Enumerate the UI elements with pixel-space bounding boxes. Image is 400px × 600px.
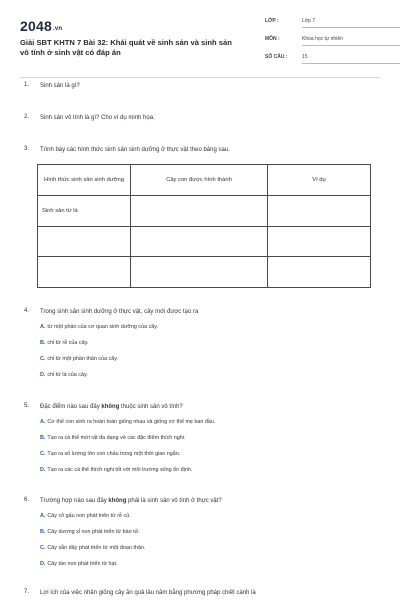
question-text: Sinh sản vô tính là gì? Cho ví dụ minh họa. bbox=[40, 115, 155, 121]
meta-label: MÔN : bbox=[265, 36, 280, 42]
question-number: 7. bbox=[24, 589, 30, 595]
option-text: Cây sắn dây phát triển từ một đoạn thân. bbox=[47, 545, 146, 551]
question-text: Trong sinh sản sinh dưỡng ở thực vật, cây mới được tạo ra bbox=[40, 309, 199, 315]
question-text-before: Đặc điểm nào sau đây bbox=[40, 404, 102, 410]
table-row bbox=[38, 195, 371, 226]
brand-name: 2048 bbox=[20, 18, 52, 34]
table-header: Cây con được hình thành bbox=[131, 165, 268, 196]
option-text: Cây cỏ gấu non phát triển từ rễ củ. bbox=[47, 513, 131, 519]
table-row bbox=[38, 226, 371, 257]
option-text: Cây táo non phát triển từ hạt. bbox=[47, 561, 118, 567]
question-number: 6. bbox=[24, 497, 30, 503]
option-text: Cây dương xỉ non phát triển từ bào tử. bbox=[47, 529, 140, 535]
question-text: Lợi ích của việc nhân giống cây ăn quả lâu năm bằng phương pháp chiết cành là bbox=[40, 590, 256, 596]
question-text-emphasis: không bbox=[101, 404, 120, 410]
table-cell bbox=[38, 257, 131, 288]
question-text: Trình bày các hình thức sinh sản sinh dưỡng ở thực vật theo bảng sau. bbox=[40, 147, 230, 153]
option-letter: D. bbox=[40, 561, 46, 567]
question-text bbox=[40, 497, 380, 506]
table-cell bbox=[131, 195, 268, 226]
option-letter: A. bbox=[40, 513, 46, 519]
option-letter: B. bbox=[40, 529, 46, 535]
meta-row-subject bbox=[265, 34, 400, 48]
option-d[interactable] bbox=[40, 371, 376, 379]
option-b[interactable] bbox=[40, 434, 376, 442]
option-letter: B. bbox=[40, 435, 46, 441]
table-cell bbox=[38, 226, 131, 257]
option-c[interactable] bbox=[40, 355, 376, 363]
option-text: Cơ thể con sinh ra hoàn toàn giống nhau và giống cơ thể mẹ ban đầu. bbox=[47, 419, 216, 425]
option-text: chỉ từ lá của cây. bbox=[47, 372, 88, 378]
vegetative-reproduction-table bbox=[37, 164, 371, 288]
meta-label: LỚP : bbox=[265, 18, 279, 24]
option-text: chỉ từ rễ của cây. bbox=[47, 340, 89, 346]
question-text bbox=[40, 403, 380, 412]
header-divider bbox=[20, 77, 380, 78]
question-text: Sinh sản là gì? bbox=[40, 83, 80, 89]
option-letter: D. bbox=[40, 467, 46, 473]
meta-row-question-count bbox=[265, 52, 400, 66]
option-letter: C. bbox=[40, 545, 46, 551]
option-letter: C. bbox=[40, 356, 46, 362]
option-c[interactable] bbox=[40, 450, 376, 458]
option-c[interactable] bbox=[40, 544, 376, 552]
option-letter: A. bbox=[40, 324, 46, 330]
question-text-emphasis: không bbox=[108, 498, 127, 504]
option-letter: A. bbox=[40, 419, 46, 425]
meta-row-grade bbox=[265, 16, 400, 30]
meta-value: Lớp 7 bbox=[302, 18, 400, 28]
table-cell: Sinh sản từ lá bbox=[38, 195, 131, 226]
question-text-after: phải là sinh sản vô tính ở thực vật? bbox=[126, 498, 222, 504]
option-letter: D. bbox=[40, 372, 46, 378]
option-text: Tạo ra cá thể mới rất đa dạng về các đặc điểm thích nghi. bbox=[47, 435, 186, 441]
option-b[interactable] bbox=[40, 528, 376, 536]
document-title: Giải SBT KHTN 7 Bài 32: Khái quát về sinh sản và sinh sản vô tính ở sinh vật có đáp án bbox=[20, 38, 232, 57]
meta-panel bbox=[265, 16, 400, 70]
brand-suffix: .vn bbox=[52, 26, 63, 32]
option-a[interactable] bbox=[40, 323, 376, 331]
option-text: chỉ từ một phần thân của cây. bbox=[47, 356, 119, 362]
table-header: Hình thức sinh sản sinh dưỡng bbox=[38, 165, 131, 196]
page-header bbox=[20, 14, 380, 76]
question-text-after: thuộc sinh sản vô tính? bbox=[119, 404, 183, 410]
table-row bbox=[38, 257, 371, 288]
option-a[interactable] bbox=[40, 418, 376, 426]
question-number: 2. bbox=[24, 114, 30, 120]
brand-logo[interactable] bbox=[20, 18, 62, 34]
option-text: từ một phần của cơ quan sinh dưỡng của cây. bbox=[47, 324, 159, 330]
table-header: Ví dụ bbox=[268, 165, 371, 196]
table-header-row bbox=[38, 165, 371, 196]
meta-value: 15 bbox=[302, 54, 400, 64]
question-number: 3. bbox=[24, 146, 30, 152]
option-a[interactable] bbox=[40, 512, 376, 520]
meta-label: SỐ CÂU : bbox=[265, 54, 288, 60]
option-letter: C. bbox=[40, 451, 46, 457]
option-letter: B. bbox=[40, 340, 46, 346]
table-cell bbox=[268, 257, 371, 288]
option-text: Tạo ra các cá thể thích nghi tốt với môi trường sống ổn định. bbox=[47, 467, 193, 473]
table-cell bbox=[131, 257, 268, 288]
question-text-before: Trường hợp nào sau đây bbox=[40, 498, 109, 504]
option-b[interactable] bbox=[40, 339, 376, 347]
meta-value: Khoa học tự nhiên bbox=[302, 36, 400, 46]
option-text: Tạo ra số lượng lớn con cháu trong một thời gian ngắn. bbox=[47, 451, 181, 457]
table-cell bbox=[268, 226, 371, 257]
question-number: 5. bbox=[24, 403, 30, 409]
table-cell bbox=[131, 226, 268, 257]
option-d[interactable] bbox=[40, 466, 376, 474]
question-number: 4. bbox=[24, 308, 30, 314]
question-number: 1. bbox=[24, 82, 30, 88]
table-cell bbox=[268, 195, 371, 226]
option-d[interactable] bbox=[40, 560, 376, 568]
